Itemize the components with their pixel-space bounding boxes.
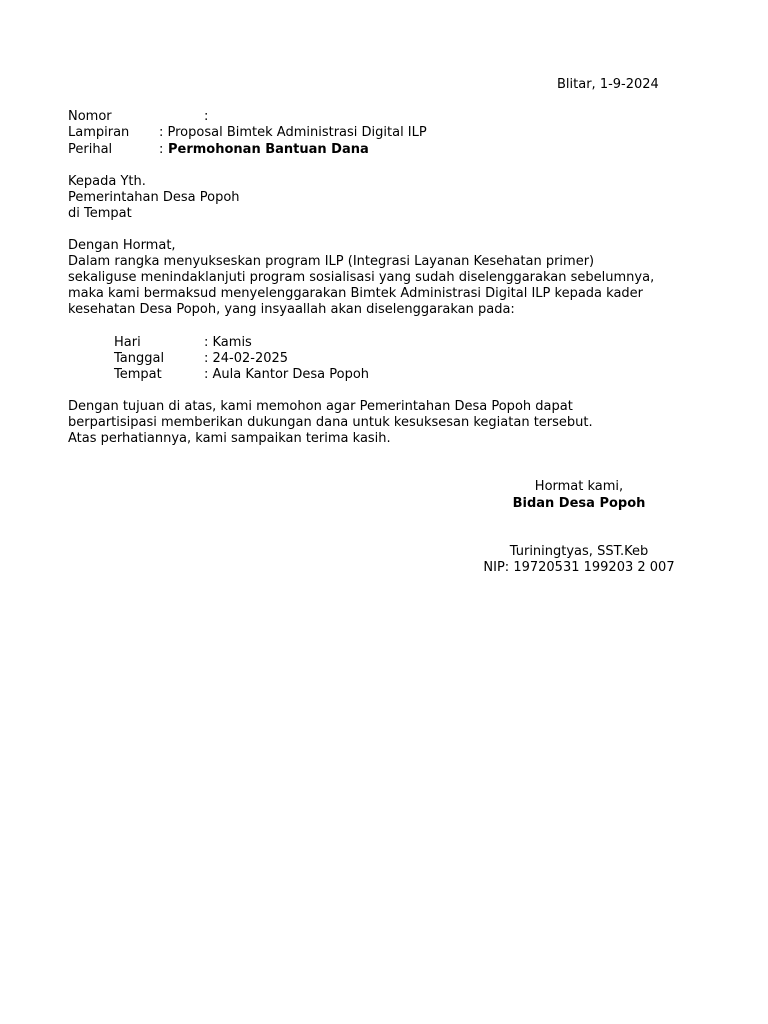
- perihal-colon: :: [159, 142, 164, 157]
- recipient-line-3: di Tempat: [68, 206, 132, 221]
- paragraph-1-line: Dalam rangka menyukseskan program ILP (Integrasi Layanan Kesehatan primer): [68, 254, 595, 269]
- detail-label-tanggal: Tanggal: [114, 351, 165, 366]
- place-date: Blitar, 1-9-2024: [557, 77, 659, 92]
- paragraph-2-line: Atas perhatiannya, kami sampaikan terima kasih.: [68, 431, 391, 446]
- greeting: Dengan Hormat,: [68, 238, 176, 253]
- paragraph-2-line: berpartisipasi memberikan dukungan dana untuk kesuksesan kegiatan tersebut.: [68, 415, 593, 430]
- paragraph-1-line: maka kami bermaksud menyelenggarakan Bimtek Administrasi Digital ILP kepada kader: [68, 286, 644, 301]
- recipient-line-1: Kepada Yth.: [68, 174, 146, 189]
- signatory-title: Bidan Desa Popoh: [512, 496, 646, 511]
- recipient-line-2: Pemerintahan Desa Popoh: [68, 190, 240, 205]
- paragraph-1-line: kesehatan Desa Popoh, yang insyaallah akan diselenggarakan pada:: [68, 302, 515, 317]
- signatory-name: Turiningtyas, SST.Keb: [509, 544, 649, 559]
- lampiran-value: : Proposal Bimtek Administrasi Digital ILP: [159, 125, 427, 140]
- nomor-value: :: [204, 109, 209, 124]
- detail-value-hari: : Kamis: [204, 335, 252, 350]
- paragraph-1-line: sekaliguse menindaklanjuti program sosialisasi yang sudah diselenggarakan sebelumnya,: [68, 270, 655, 285]
- detail-label-tempat: Tempat: [114, 367, 162, 382]
- perihal-value: Permohonan Bantuan Dana: [168, 142, 369, 157]
- detail-value-tempat: : Aula Kantor Desa Popoh: [204, 367, 370, 382]
- detail-label-hari: Hari: [114, 335, 141, 350]
- nomor-label: Nomor: [68, 109, 112, 124]
- lampiran-label: Lampiran: [68, 125, 130, 140]
- closing: Hormat kami,: [534, 479, 624, 494]
- signatory-nip: NIP: 19720531 199203 2 007: [483, 560, 675, 575]
- paragraph-2-line: Dengan tujuan di atas, kami memohon agar Pemerintahan Desa Popoh dapat: [68, 399, 573, 414]
- perihal-label: Perihal: [68, 142, 113, 157]
- detail-value-tanggal: : 24-02-2025: [204, 351, 289, 366]
